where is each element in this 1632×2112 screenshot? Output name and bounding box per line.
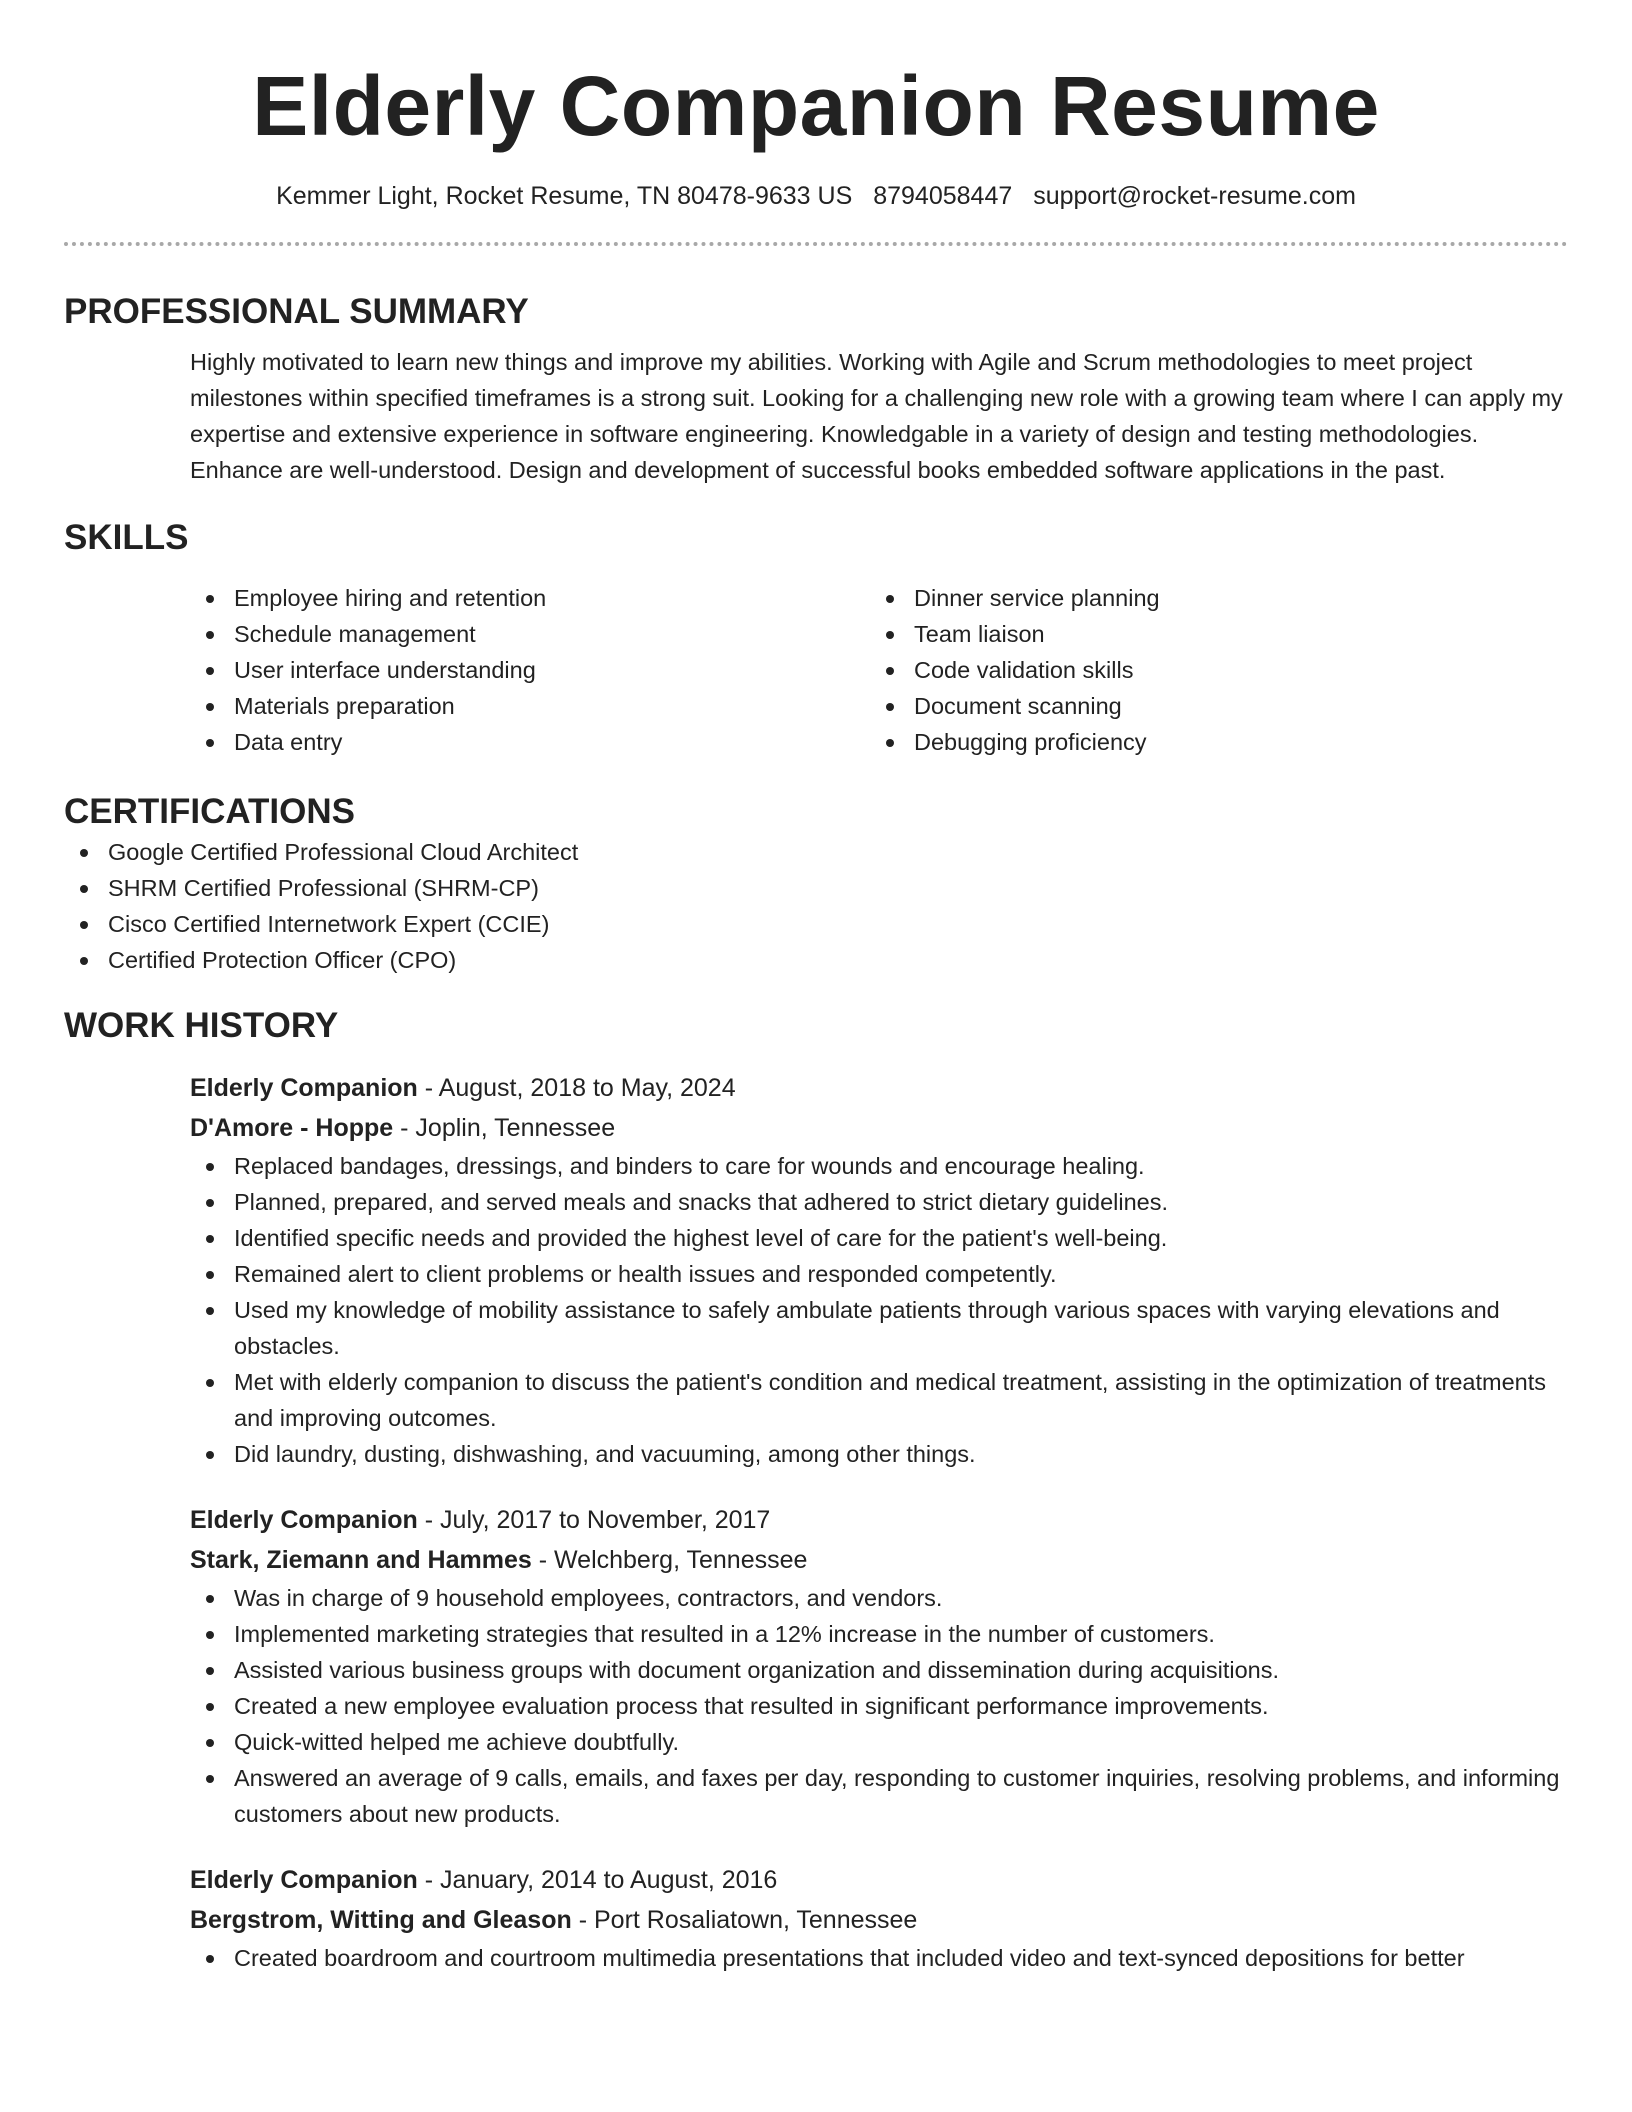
- job-duty: Assisted various business groups with document organization and dissemination during acquisitions.: [190, 1652, 1568, 1688]
- job-entry: [190, 1500, 1568, 1832]
- job-dates: - August, 2018 to May, 2024: [424, 1074, 736, 1102]
- job-entry: [190, 1860, 1568, 1976]
- certifications-heading: CERTIFICATIONS: [64, 792, 356, 831]
- job-duties-list: [190, 1580, 1568, 1832]
- skill-item: Dinner service planning: [870, 580, 1550, 616]
- job-duty: Met with elderly companion to discuss the patient's condition and medical treatment, assisting in the optimization of treatments and improving outcomes.: [190, 1364, 1568, 1436]
- job-company: Stark, Ziemann and Hammes: [190, 1546, 532, 1574]
- summary-text: Highly motivated to learn new things and improve my abilities. Working with Agile and Scrum methodologies to meet project milestones within specified timeframes is a strong suit. Looking for a challenging new role with a growing team where I can apply my expertise and extensive experience in software engineering. Knowledgable in a variety of design and testing methodologies. Enhance are well-understood. Design and development of successful books embedded software applications in the past.: [190, 349, 1563, 483]
- job-duty: Used my knowledge of mobility assistance to safely ambulate patients through various spaces with varying elevations and obstacles.: [190, 1292, 1568, 1364]
- header-divider: [64, 242, 1568, 246]
- job-company: Bergstrom, Witting and Gleason: [190, 1906, 572, 1934]
- resume-page: [64, 0, 1568, 1976]
- job-location: - Port Rosaliatown, Tennessee: [578, 1906, 918, 1934]
- summary-heading: PROFESSIONAL SUMMARY: [64, 292, 529, 331]
- job-company-line: [190, 1900, 1568, 1940]
- skills-heading: SKILLS: [64, 518, 189, 557]
- certifications-list: [64, 834, 1568, 978]
- job-duty: Was in charge of 9 household employees, contractors, and vendors.: [190, 1580, 1568, 1616]
- contact-email: support@rocket-resume.com: [1033, 182, 1356, 210]
- skills-column-left: [190, 580, 870, 760]
- work-history-heading: WORK HISTORY: [64, 1006, 339, 1045]
- skill-item: Employee hiring and retention: [190, 580, 870, 616]
- job-duty: Quick-witted helped me achieve doubtfully.: [190, 1724, 1568, 1760]
- job-duty: Identified specific needs and provided the highest level of care for the patient's well-being.: [190, 1220, 1568, 1256]
- skill-item: Code validation skills: [870, 652, 1550, 688]
- job-duty: Remained alert to client problems or health issues and responded competently.: [190, 1256, 1568, 1292]
- job-location: - Joplin, Tennessee: [400, 1114, 616, 1142]
- job-title: Elderly Companion: [190, 1866, 418, 1894]
- certification-item: Cisco Certified Internetwork Expert (CCIE): [64, 906, 1568, 942]
- job-duty: Created boardroom and courtroom multimedia presentations that included video and text-synced depositions for better: [190, 1940, 1568, 1976]
- job-company-line: [190, 1108, 1568, 1148]
- skills-column-right: [870, 580, 1550, 760]
- job-title: Elderly Companion: [190, 1506, 418, 1534]
- certification-item: Google Certified Professional Cloud Architect: [64, 834, 1568, 870]
- contact-line: [64, 180, 1568, 212]
- job-company: D'Amore - Hoppe: [190, 1114, 394, 1142]
- job-duty: Planned, prepared, and served meals and snacks that adhered to strict dietary guidelines.: [190, 1184, 1568, 1220]
- job-dates: - January, 2014 to August, 2016: [424, 1866, 778, 1894]
- skill-item: Document scanning: [870, 688, 1550, 724]
- job-duties-list: [190, 1940, 1568, 1976]
- job-title-line: [190, 1068, 1568, 1108]
- skill-item: Data entry: [190, 724, 870, 760]
- job-company-line: [190, 1540, 1568, 1580]
- job-duty: Implemented marketing strategies that resulted in a 12% increase in the number of customers.: [190, 1616, 1568, 1652]
- certification-item: SHRM Certified Professional (SHRM-CP): [64, 870, 1568, 906]
- job-duty: Did laundry, dusting, dishwashing, and vacuuming, among other things.: [190, 1436, 1568, 1472]
- skill-item: Debugging proficiency: [870, 724, 1550, 760]
- skill-item: Team liaison: [870, 616, 1550, 652]
- skill-item: Materials preparation: [190, 688, 870, 724]
- job-duty: Replaced bandages, dressings, and binders to care for wounds and encourage healing.: [190, 1148, 1568, 1184]
- certification-item: Certified Protection Officer (CPO): [64, 942, 1568, 978]
- skills-list: [190, 580, 1568, 760]
- resume-title: Elderly Companion Resume: [252, 59, 1380, 153]
- contact-address: Kemmer Light, Rocket Resume, TN 80478-9633 US: [276, 182, 853, 210]
- job-duty: Answered an average of 9 calls, emails, and faxes per day, responding to customer inquiries, resolving problems, and informing customers about new products.: [190, 1760, 1568, 1832]
- job-title: Elderly Companion: [190, 1074, 418, 1102]
- job-title-line: [190, 1500, 1568, 1540]
- skill-item: User interface understanding: [190, 652, 870, 688]
- job-title-line: [190, 1860, 1568, 1900]
- job-duty: Created a new employee evaluation process that resulted in significant performance improvements.: [190, 1688, 1568, 1724]
- job-duties-list: [190, 1148, 1568, 1472]
- job-dates: - July, 2017 to November, 2017: [424, 1506, 771, 1534]
- job-entry: [190, 1068, 1568, 1472]
- contact-phone: 8794058447: [873, 182, 1013, 210]
- job-location: - Welchberg, Tennessee: [538, 1546, 808, 1574]
- skill-item: Schedule management: [190, 616, 870, 652]
